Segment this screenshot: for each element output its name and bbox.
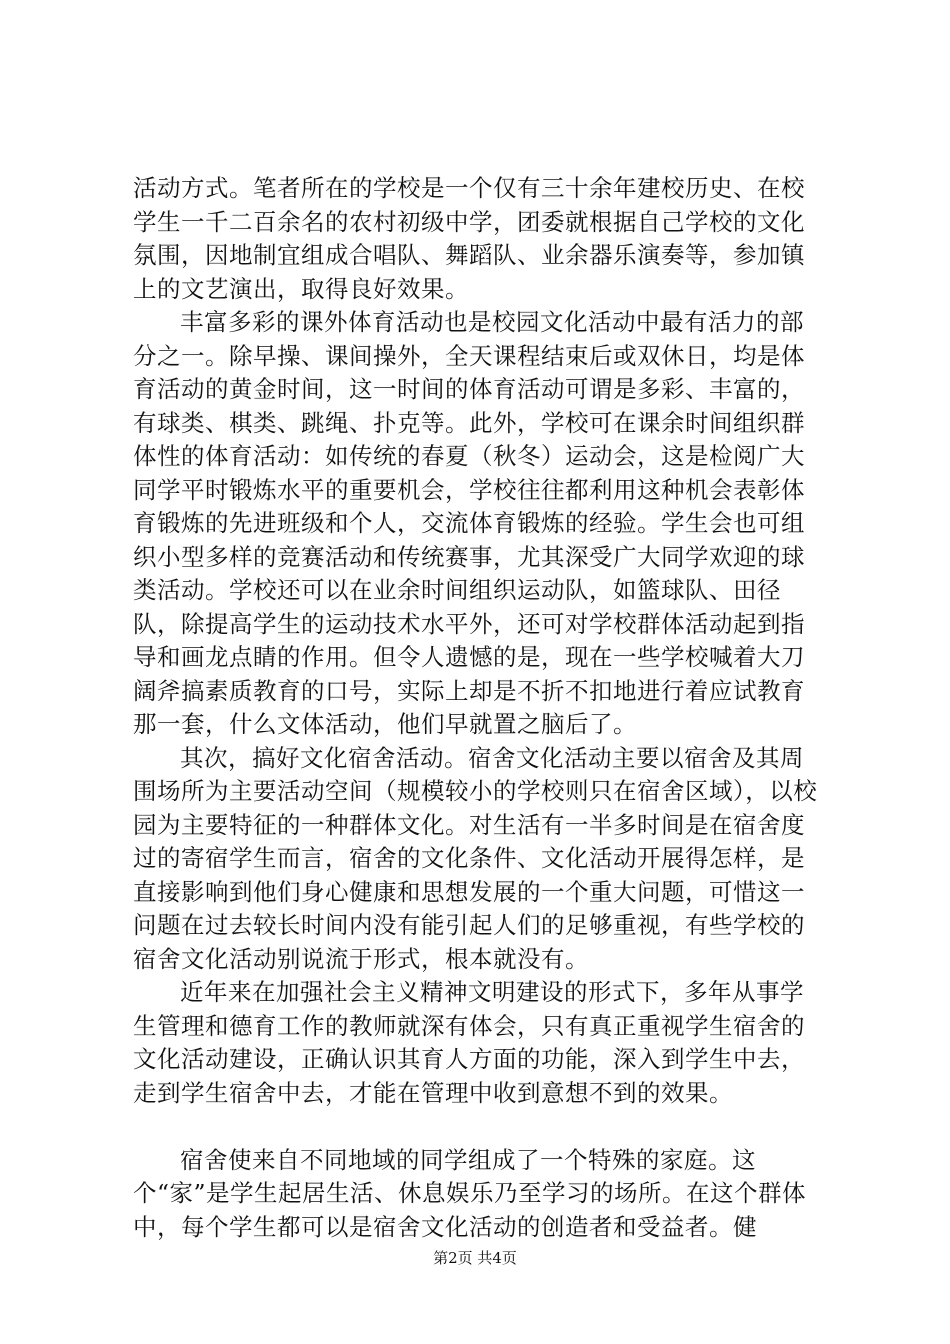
paragraph-5: 宿舍使来自不同地域的同学组成了一个特殊的家庭。这个“家”是学生起居生活、休息娱乐乃至学习的场所。在这个群体中，每个学生都可以是宿舍文化活动的创造者和受益者。健 [133, 1145, 807, 1241]
paragraph-3: 其次，搞好文化宿舍活动。宿舍文化活动主要以宿舍及其周围场所为主要活动空间（规模较小的学校则只在宿舍区域），以校园为主要特征的一种群体文化。对生活有一半多时间是在宿舍度过的寄宿学生而言，宿舍的文化条件、文化活动开展得怎样，是直接影响到他们身心健康和思想发展的一个重大问题，可惜这一问题在过去较长时间内没有能引起人们的足够重视，有些学校的宿舍文化活动别说流于形式，根本就没有。 [133, 743, 818, 973]
paragraph-4: 近年来在加强社会主义精神文明建设的形式下，多年从事学生管理和德育工作的教师就深有体会，只有真正重视学生宿舍的文化活动建设，正确认识其育人方面的功能，深入到学生中去，走到学生宿舍中去，才能在管理中收到意想不到的效果。 [133, 978, 805, 1107]
paragraph-2: 丰富多彩的课外体育活动也是校园文化活动中最有活力的部分之一。除早操、课间操外，全天课程结束后或双休日，均是体育活动的黄金时间，这一时间的体育活动可谓是多彩、丰富的，有球类、棋类、跳绳、扑克等。此外，学校可在课余时间组织群体性的体育活动：如传统的春夏（秋冬）运动会，这是检阅广大同学平时锻炼水平的重要机会，学校往往都利用这种机会表彰体育锻炼的先进班级和个人，交流体育锻炼的经验。学生会也可组织小型多样的竞赛活动和传统赛事，尤其深受广大同学欢迎的球类活动。学校还可以在业余时间组织运动队，如篮球队、田径队，除提高学生的运动技术水平外，还可对学校群体活动起到指导和画龙点睛的作用。但令人遗憾的是，现在一些学校喊着大刀阔斧搞素质教育的口号，实际上却是不折不扣地进行着应试教育那一套，什么文体活动，他们早就置之脑后了。 [133, 308, 805, 738]
paragraph-1: 活动方式。笔者所在的学校是一个仅有三十余年建校历史、在校学生一千二百余名的农村初级中学，团委就根据自己学校的文化氛围，因地制宜组成合唱队、舞蹈队、业余器乐演奏等，参加镇上的文艺演出，取得良好效果。 [133, 174, 805, 303]
document-body [133, 172, 823, 1244]
page-footer: 第2页 共4页 [433, 1249, 517, 1267]
